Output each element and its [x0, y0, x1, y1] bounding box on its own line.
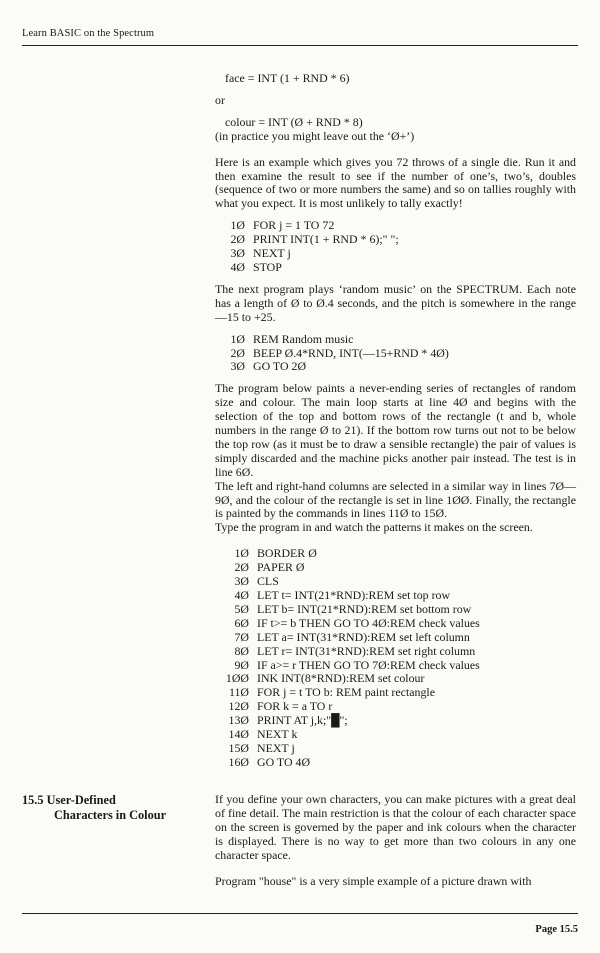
line-number: 15Ø: [228, 740, 249, 755]
code-text: PAPER Ø: [257, 560, 305, 575]
code-text: GO TO 4Ø: [257, 754, 311, 769]
code-line: [223, 603, 576, 617]
line-number: 1Ø: [234, 546, 249, 561]
code-line: [223, 631, 576, 645]
line-number: 1Ø: [230, 331, 245, 346]
section-heading-line1: 15.5 User-Defined: [22, 793, 116, 807]
code-text: LET b= INT(21*RND):REM set bottom row: [257, 601, 472, 616]
code-line: [219, 219, 576, 233]
running-head: Learn BASIC on the Spectrum: [22, 28, 155, 39]
code-line: [223, 714, 576, 728]
formula-colour: colour = INT (Ø + RND * 8): [225, 114, 363, 129]
code-line: [219, 347, 576, 361]
code-text: IF t>= b THEN GO TO 4Ø:REM check values: [257, 615, 480, 630]
code-line: [223, 547, 576, 561]
code-line: [223, 672, 576, 686]
main-content: [215, 72, 576, 770]
line-number: 1ØØ: [225, 671, 249, 686]
code-text: NEXT j: [253, 246, 291, 261]
or-text: or: [215, 92, 225, 107]
code-text: PRINT INT(1 + RND * 6);" ";: [253, 232, 399, 247]
code-text: FOR j = t TO b: REM paint rectangle: [257, 685, 436, 700]
code-listing-rectangles: [215, 547, 576, 770]
line-number: 12Ø: [228, 699, 249, 714]
code-line: [219, 247, 576, 261]
code-text: NEXT j: [257, 740, 295, 755]
section-paragraph-1: If you define your own characters, you can make pictures with a great deal of fine detail. The main restriction is that the colour of each character space on the screen is governed by the paper and ink colours when the character is displayed. There is no way to get more than two colours in any one character space.: [215, 792, 576, 862]
code-line: [223, 575, 576, 589]
page-number: Page 15.5: [535, 924, 578, 935]
formula-note: (in practice you might leave out the ‘Ø+’): [215, 128, 415, 143]
line-number: 3Ø: [230, 359, 245, 374]
code-listing-die: [215, 219, 576, 275]
code-text: FOR k = a TO r: [257, 699, 333, 714]
code-line: [223, 686, 576, 700]
line-number: 4Ø: [234, 588, 249, 602]
paragraph-columns: The left and right-hand columns are selected in a similar way in lines 7Ø—9Ø, and the colour of the rectangle is set in line 1ØØ. Finally, the rectangle is painted by the commands in lines 11Ø to 15Ø.: [215, 478, 576, 521]
line-number: 2Ø: [230, 232, 245, 247]
code-line: [223, 617, 576, 631]
code-text: CLS: [257, 574, 279, 589]
code-text: LET a= INT(31*RND):REM set left column: [257, 629, 470, 644]
code-line: [223, 589, 576, 603]
code-line: [223, 645, 576, 659]
section-paragraph-2: Program "house" is a very simple example of a picture drawn with: [215, 873, 532, 888]
line-number: 2Ø: [230, 345, 245, 360]
formula-face: face = INT (1 + RND * 6): [225, 71, 350, 85]
code-line: [223, 756, 576, 770]
line-number: 8Ø: [234, 643, 249, 658]
line-number: 3Ø: [230, 246, 245, 261]
header-rule: [22, 45, 578, 46]
section-heading-line2: Characters in Colour: [54, 808, 167, 822]
code-text: BORDER Ø: [257, 546, 317, 561]
code-line: [219, 261, 576, 275]
code-line: [219, 360, 576, 374]
line-number: 5Ø: [234, 601, 249, 616]
paragraph-rectangles: The program below paints a never-ending series of rectangles of random size and colour. The main loop starts at line 4Ø and begins with the selection of the top and bottom rows of the rectangle (t and b, whole numbers in the range Ø to 21). If the bottom row turns out not to be below the top row (as it must be to draw a sensible rectangle) the pair of values is simply discarded and the machine picks another pair instead. The test is in line 6Ø.: [215, 381, 576, 479]
paragraph-type-program: Type the program in and watch the patterns it makes on the screen.: [215, 520, 533, 535]
line-number: 9Ø: [234, 657, 249, 672]
code-listing-music: [215, 333, 576, 375]
code-line: [223, 742, 576, 756]
code-line: [223, 700, 576, 714]
section-heading: [22, 793, 202, 823]
line-number: 11Ø: [228, 685, 249, 700]
code-text: LET r= INT(31*RND):REM set right column: [257, 643, 476, 658]
line-number: 2Ø: [234, 560, 249, 575]
line-number: 16Ø: [228, 754, 249, 769]
code-text: REM Random music: [253, 331, 354, 346]
code-text: IF a>= r THEN GO TO 7Ø:REM check values: [257, 657, 480, 672]
code-text: NEXT k: [257, 727, 298, 742]
code-line: [223, 728, 576, 742]
code-text: PRINT AT j,k;"█";: [257, 713, 348, 728]
line-number: 1Ø: [230, 218, 245, 233]
code-text: FOR j = 1 TO 72: [253, 218, 335, 233]
line-number: 3Ø: [234, 574, 249, 589]
code-text: GO TO 2Ø: [253, 359, 307, 374]
code-line: [219, 233, 576, 247]
code-text: STOP: [253, 259, 282, 274]
line-number: 14Ø: [228, 727, 249, 742]
section-body: [215, 793, 576, 888]
line-number: 4Ø: [230, 259, 245, 274]
line-number: 7Ø: [234, 629, 249, 644]
line-number: 6Ø: [234, 615, 249, 630]
code-line: [219, 333, 576, 347]
footer-rule: [22, 913, 578, 914]
code-text: INK INT(8*RND):REM set colour: [257, 671, 425, 686]
line-number: 13Ø: [228, 713, 249, 728]
code-line: [223, 659, 576, 673]
code-line: [223, 561, 576, 575]
code-text: LET t= INT(21*RND):REM set top row: [257, 588, 451, 602]
code-text: BEEP Ø.4*RND, INT(—15+RND * 4Ø): [253, 345, 449, 360]
paragraph-random-music: The next program plays ‘random music’ on the SPECTRUM. Each note has a length of Ø to Ø.4 seconds, and the pitch is somewhere in the range —15 to +25.: [215, 281, 576, 324]
paragraph-die-example: Here is an example which gives you 72 throws of a single die. Run it and then examine the result to see if the number of one’s, two’s, doubles (sequence of two or more numbers the same) and so on tallies roughly with what you expect. It is most unlikely to tally exactly!: [215, 154, 576, 211]
